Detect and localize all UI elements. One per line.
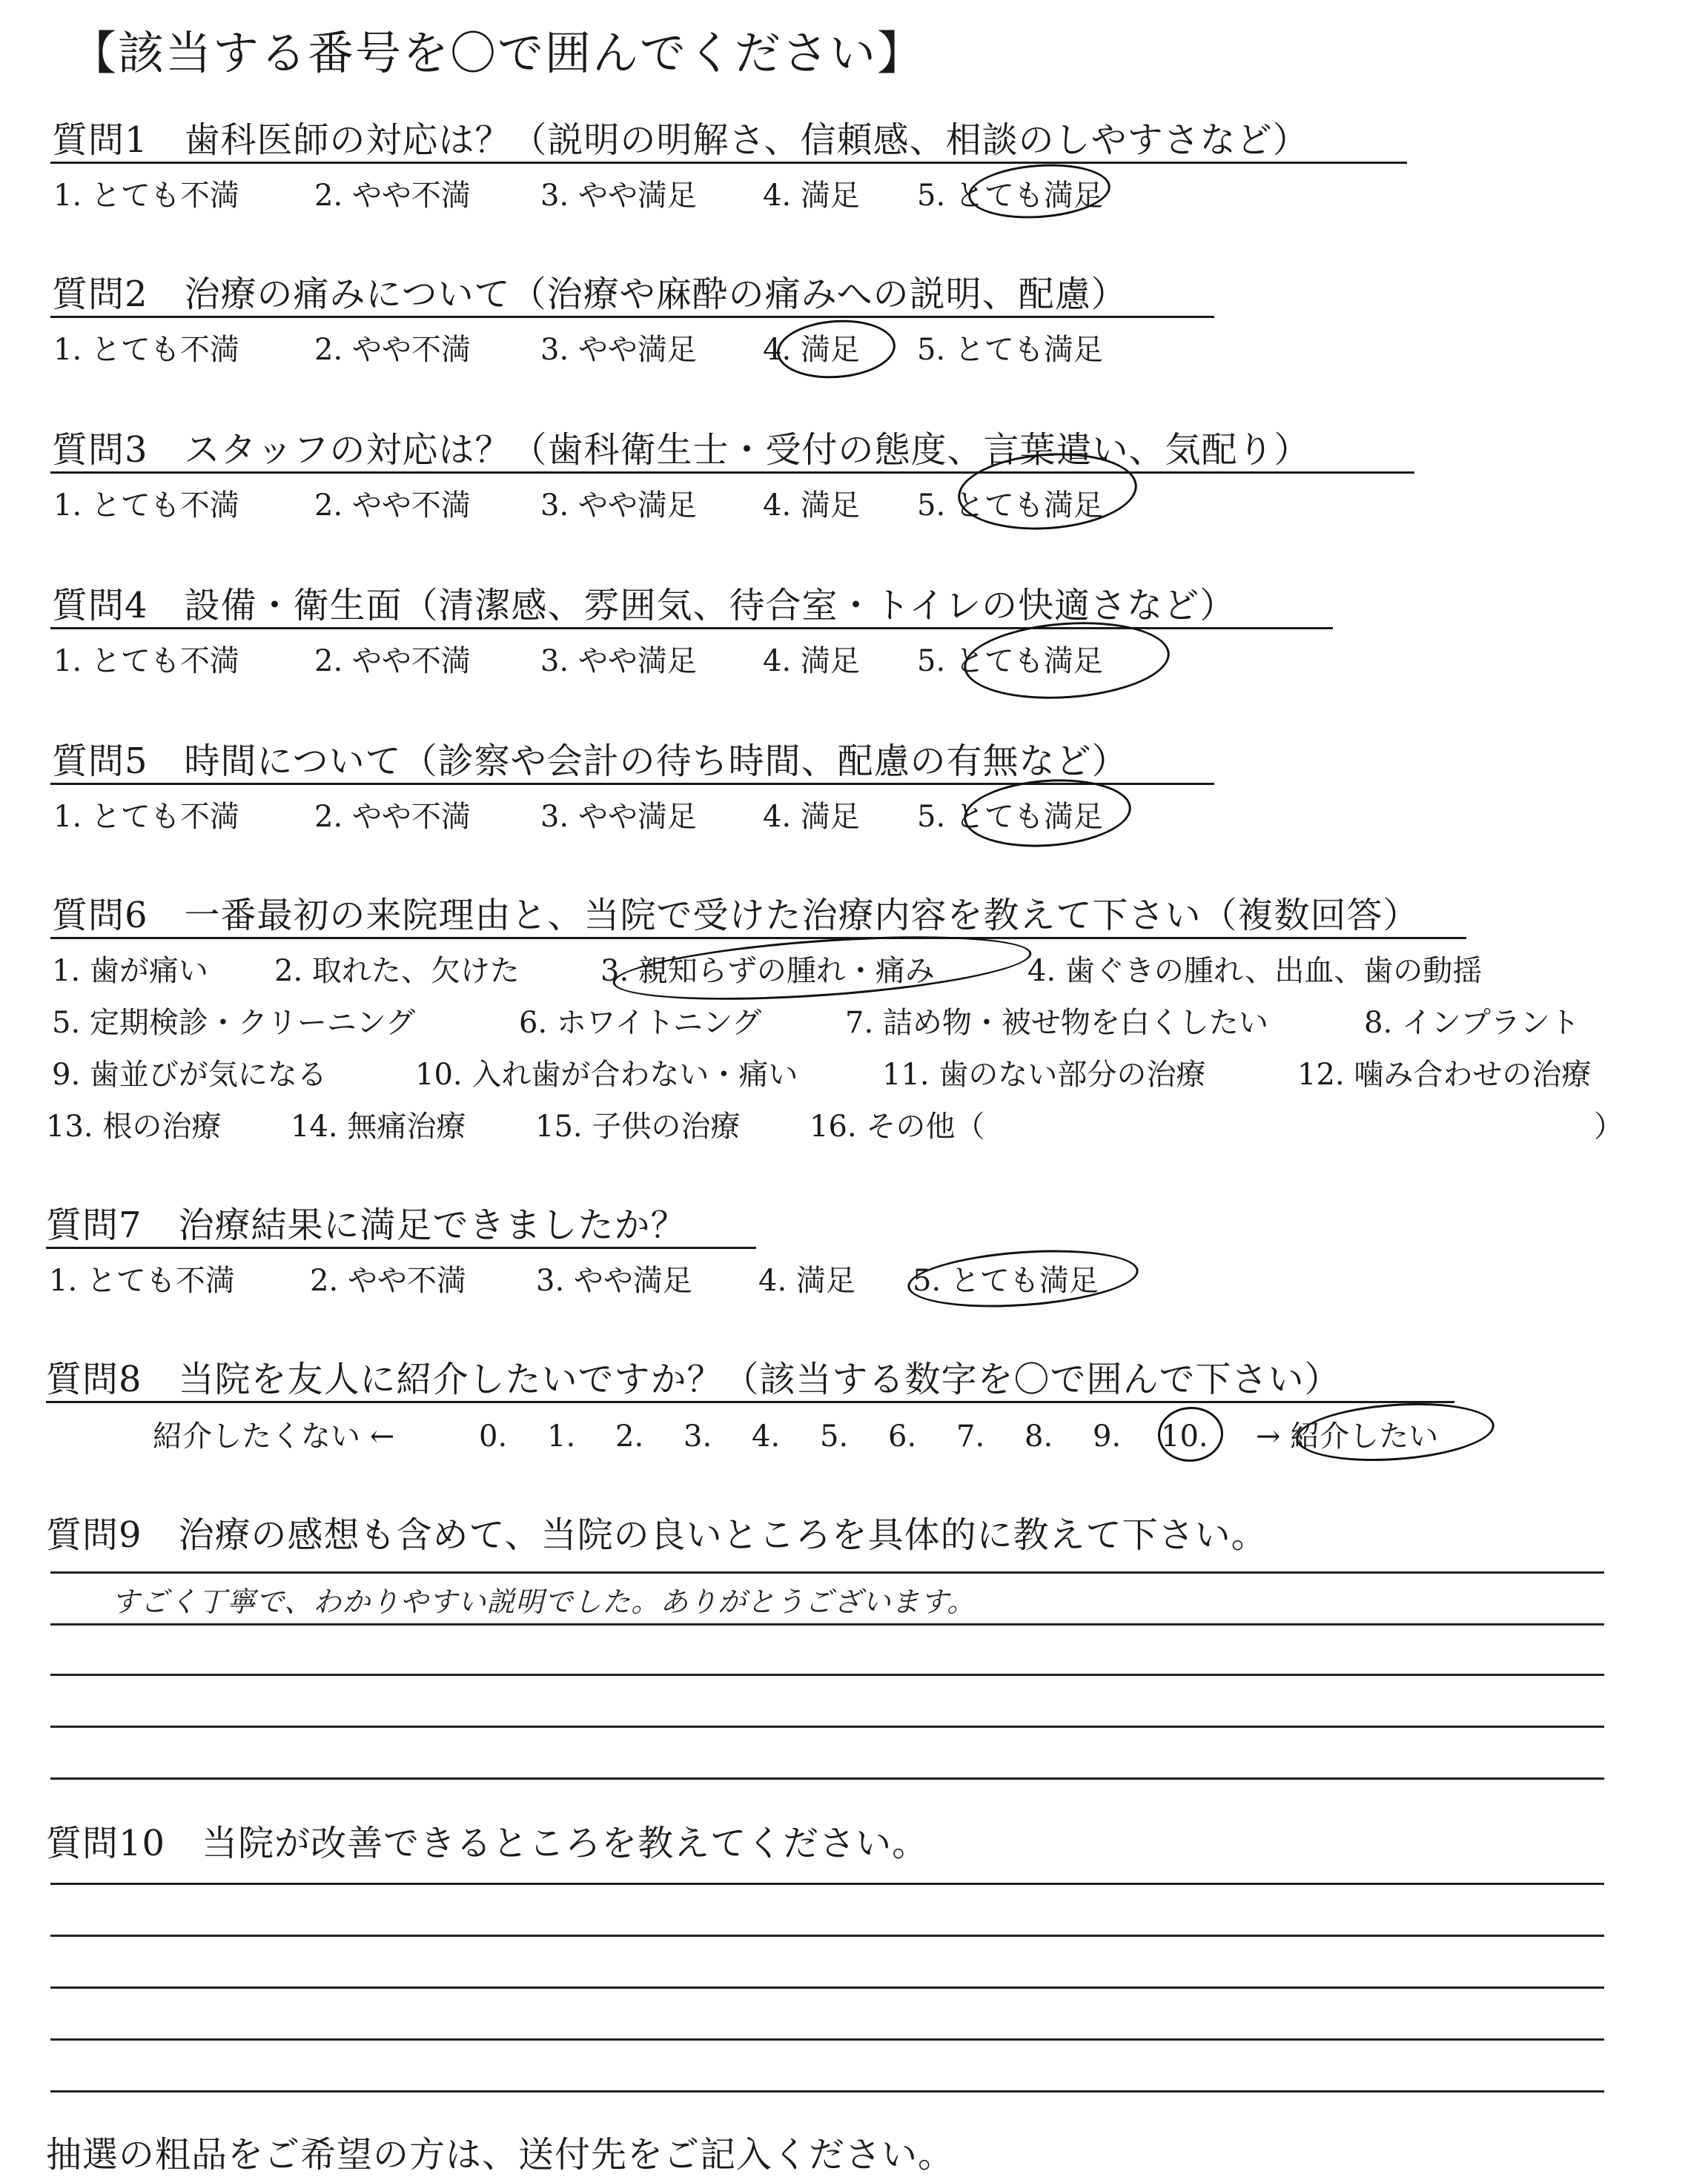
q6-option-11[interactable]: 11. 歯のない部分の治療 [882,1058,1206,1092]
q8-score-5[interactable]: 5. [820,1419,849,1454]
q4-options [53,637,1103,680]
q7-title: 質問7 治療結果に満足できましたか？ [46,1205,687,1246]
q8-underline [46,1401,1454,1403]
q3-option-4[interactable]: 4. 満足 [763,488,860,523]
q9-handwritten-answer[interactable]: すごく丁寧で、わかりやすい説明でした。ありがとうございます。 [111,1585,976,1618]
q6-option-16[interactable]: 16. その他（ [810,1110,985,1144]
q1-option-3[interactable]: 3. やや満足 [540,179,697,213]
q9-answer-line-1 [50,1571,1604,1574]
q6-option-9[interactable]: 9. 歯並びが気になる [52,1058,327,1092]
q3-option-1[interactable]: 1. とても不満 [53,488,239,523]
q6-option-2[interactable]: 2. 取れた、欠けた [274,954,520,988]
q8-high-label: → 紹介したい [1256,1419,1439,1454]
q1-options [53,172,1103,214]
q6-option-14[interactable]: 14. 無痛治療 [291,1110,466,1144]
form-header: 【該当する番号を〇で囲んでください】 [70,26,925,80]
q7-option-1[interactable]: 1. とても不満 [49,1264,235,1298]
q1-option-4[interactable]: 4. 満足 [763,179,860,213]
q6-option-7[interactable]: 7. 詰め物・被せ物を白くしたい [845,1006,1268,1040]
q6-option-5[interactable]: 5. 定期検診・クリーニング [52,1006,416,1040]
q6-option-8[interactable]: 8. インプラント [1364,1006,1580,1040]
q7-selection-circle [906,1243,1140,1314]
q8-score-6[interactable]: 6. [888,1419,917,1454]
q9-title: 質問9 治療の感想も含めて、当院の良いところを具体的に教えて下さい。 [46,1514,1268,1556]
q1-option-1[interactable]: 1. とても不満 [53,179,239,213]
q2-option-3[interactable]: 3. やや満足 [540,333,697,367]
q6-option-12[interactable]: 12. 噛み合わせの治療 [1297,1058,1592,1092]
q8-score-8[interactable]: 8. [1025,1419,1053,1454]
q5-option-1[interactable]: 1. とても不満 [53,800,239,834]
q5-options [53,793,1103,835]
q10-answer-line-3[interactable] [50,1987,1604,1989]
q1-underline [50,162,1407,164]
q8-scale [153,1413,1438,1455]
q7-option-3[interactable]: 3. やや満足 [536,1264,692,1298]
q6-option-1[interactable]: 1. 歯が痛い [52,954,208,988]
q5-option-5[interactable]: 5. とても満足 [917,800,1103,834]
q8-score-4[interactable]: 4. [752,1419,781,1454]
q5-option-3[interactable]: 3. やや満足 [540,800,697,834]
q1-option-2[interactable]: 2. やや不満 [314,179,471,213]
q2-underline [50,316,1214,318]
q10-answer-line-2[interactable] [50,1935,1604,1937]
q8-score-0[interactable]: 0. [479,1419,508,1454]
q6-underline [50,937,1466,939]
q3-option-5[interactable]: 5. とても満足 [917,488,1103,523]
footer-instruction: 抽選の粗品をご希望の方は、送付先をご記入ください。 [46,2134,955,2176]
q7-underline [46,1247,756,1249]
q5-option-2[interactable]: 2. やや不満 [314,800,471,834]
q10-title: 質問10 当院が改善できるところを教えてください。 [46,1823,929,1864]
q4-option-2[interactable]: 2. やや不満 [314,644,471,678]
q8-score-7[interactable]: 7. [956,1419,985,1454]
q8-low-label: 紹介したくない ← [153,1419,395,1454]
q6-option-13[interactable]: 13. 根の治療 [46,1110,222,1144]
q7-option-4[interactable]: 4. 満足 [758,1264,855,1298]
q5-selection-circle [961,774,1133,852]
q6-row-3 [52,1051,1591,1093]
q9-answer-line-2 [50,1623,1604,1626]
q1-title: 質問1 歯科医師の対応は？（説明の明解さ、信頼感、相談のしやすさなど） [52,119,1309,161]
q9-answer-line-3 [50,1674,1604,1676]
q8-label-circle [1294,1397,1497,1468]
q3-option-3[interactable]: 3. やや満足 [540,488,697,523]
q7-option-5[interactable]: 5. とても満足 [913,1264,1099,1298]
q2-option-1[interactable]: 1. とても不満 [53,333,239,367]
q6-option-10[interactable]: 10. 入れ歯が合わない・痛い [415,1058,798,1092]
q8-score-1[interactable]: 1. [547,1419,576,1454]
q6-option-3[interactable]: 3. 親知らずの腫れ・痛み [600,954,935,988]
q3-options [53,482,1103,524]
q10-answer-line-1[interactable] [50,1883,1604,1885]
q8-score-3[interactable]: 3. [683,1419,712,1454]
q2-option-2[interactable]: 2. やや不満 [314,333,471,367]
q4-option-3[interactable]: 3. やや満足 [540,644,697,678]
q6-row-2 [52,999,1580,1041]
q9-answer-line-4 [50,1726,1604,1728]
q4-option-5[interactable]: 5. とても満足 [917,644,1103,678]
q8-score-9[interactable]: 9. [1093,1419,1122,1454]
q4-title: 質問4 設備・衛生面（清潔感、雰囲気、待合室・トイレの快適さなど） [52,585,1237,626]
q10-answer-line-4[interactable] [50,2038,1604,2041]
q2-title: 質問2 治療の痛みについて（治療や麻酔の痛みへの説明、配慮） [52,274,1128,315]
q8-title: 質問8 当院を友人に紹介したいですか？（該当する数字を〇で囲んで下さい） [46,1359,1341,1400]
q6-title: 質問6 一番最初の来院理由と、当院で受けた治療内容を教えて下さい（複数回答） [52,895,1420,936]
q5-title: 質問5 時間について（診察や会計の待ち時間、配慮の有無など） [52,740,1128,782]
q5-option-4[interactable]: 4. 満足 [763,800,860,834]
q2-options [53,326,1103,368]
q4-option-4[interactable]: 4. 満足 [763,644,860,678]
q9-answer-line-5 [50,1777,1604,1780]
q6-option-6[interactable]: 6. ホワイトニング [519,1006,762,1040]
q3-title: 質問3 スタッフの対応は？（歯科衛生士・受付の態度、言葉遣い、気配り） [52,429,1311,471]
q6-other-close-paren: ） [1594,1110,1623,1144]
q2-option-5[interactable]: 5. とても満足 [917,333,1103,367]
q8-score-10[interactable]: 10. [1161,1419,1208,1454]
q6-row-4 [46,1103,984,1145]
q6-option-15[interactable]: 15. 子供の治療 [535,1110,741,1144]
q8-score-2[interactable]: 2. [615,1419,644,1454]
q6-option-4[interactable]: 4. 歯ぐきの腫れ、出血、歯の動揺 [1027,954,1483,988]
q1-option-5[interactable]: 5. とても満足 [917,179,1103,213]
q3-option-2[interactable]: 2. やや不満 [314,488,471,523]
q4-option-1[interactable]: 1. とても不満 [53,644,239,678]
q3-underline [50,471,1414,474]
q10-answer-line-5[interactable] [50,2090,1604,2092]
q7-option-2[interactable]: 2. やや不満 [310,1264,466,1298]
q2-option-4[interactable]: 4. 満足 [763,333,860,367]
